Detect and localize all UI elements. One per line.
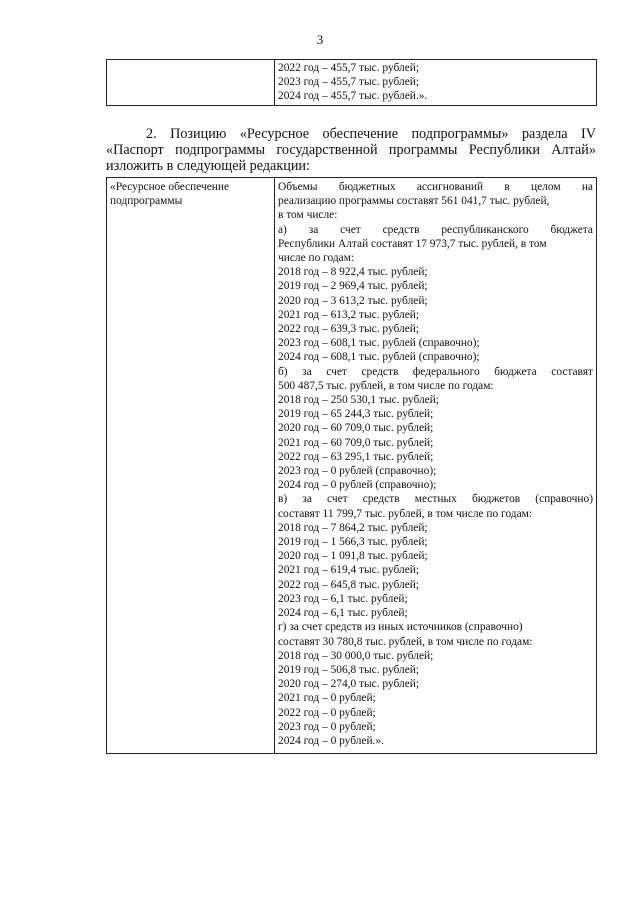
paragraph-line: изложить в следующей редакции: [106, 158, 310, 174]
funding-line: 2024 год – 6,1 тыс. рублей; [278, 607, 408, 620]
funding-line: 2021 год – 613,2 тыс. рублей; [278, 308, 420, 321]
funding-line: 2022 год – 0 рублей; [278, 706, 376, 719]
funding-line: в том числе: [278, 209, 338, 222]
page-number: 3 [316, 32, 324, 47]
position-name-line: «Ресурсное обеспечение [110, 181, 230, 193]
funding-line: 2019 год – 65 244,3 тыс. рублей; [278, 408, 434, 421]
funding-line: 2022 год – 645,8 тыс. рублей; [278, 578, 420, 591]
position-name-line: подпрограммы [110, 195, 183, 208]
funding-line: 2019 год – 1 566,3 тыс. рублей; [278, 536, 428, 549]
funding-line: 2022 год – 639,3 тыс. рублей; [278, 323, 420, 336]
funding-line: 2024 год – 0 рублей (справочно); [278, 479, 437, 492]
funding-line: Объемы бюджетных ассигнований в целом на [278, 181, 593, 193]
funding-line: Республики Алтай составят 17 973,7 тыс. рублей, в том [278, 237, 547, 250]
amendment-paragraph [106, 126, 596, 174]
funding-line: 2023 год – 0 рублей; [278, 720, 376, 733]
funding-line: 2020 год – 60 709,0 тыс. рублей; [278, 422, 434, 435]
funding-line: 2022 год – 63 295,1 тыс. рублей; [278, 450, 434, 463]
year-line: 2024 год – 455,7 тыс. рублей.». [278, 90, 428, 103]
funding-line: г) за счет средств из иных источников (справочно) [278, 621, 523, 634]
funding-line: 2020 год – 274,0 тыс. рублей; [278, 678, 420, 691]
funding-line: а) за счет средств республиканского бюджета [278, 223, 593, 236]
passport-table [106, 177, 597, 754]
funding-line: 500 487,5 тыс. рублей, в том числе по годам: [278, 379, 494, 392]
funding-line: 2019 год – 2 969,4 тыс. рублей; [278, 280, 428, 293]
budget-table-continuation [106, 59, 597, 106]
table-row [107, 178, 597, 754]
funding-line: 2021 год – 619,4 тыс. рублей; [278, 564, 420, 577]
paragraph-line: 2. Позицию «Ресурсное обеспечение подпрограммы» раздела IV [146, 126, 596, 142]
funding-line: 2021 год – 0 рублей; [278, 692, 376, 705]
table-cell-years [275, 60, 597, 106]
funding-line: 2023 год – 6,1 тыс. рублей; [278, 592, 408, 605]
funding-line: 2018 год – 8 922,4 тыс. рублей; [278, 266, 428, 279]
funding-line: 2018 год – 30 000,0 тыс. рублей; [278, 649, 434, 662]
paragraph-line: «Паспорт подпрограммы государственной программы Республики Алтай» [106, 142, 596, 158]
funding-line: 2018 год – 250 530,1 тыс. рублей; [278, 394, 439, 407]
funding-line: 2021 год – 60 709,0 тыс. рублей; [278, 436, 434, 449]
funding-line: в) за счет средств местных бюджетов (справочно) [278, 493, 593, 506]
table-row [107, 60, 597, 106]
funding-line: 2020 год – 1 091,8 тыс. рублей; [278, 550, 428, 563]
funding-details-cell [275, 178, 597, 754]
funding-line: составят 11 799,7 тыс. рублей, в том числе по годам: [278, 507, 533, 520]
funding-line: реализацию программы составят 561 041,7 тыс. рублей, [278, 195, 550, 208]
year-line: 2022 год – 455,7 тыс. рублей; [278, 62, 420, 74]
funding-line: 2024 год – 0 рублей.». [278, 734, 384, 747]
funding-line: 2024 год – 608,1 тыс. рублей (справочно); [278, 351, 480, 364]
position-name-cell [107, 178, 275, 754]
funding-line: 2023 год – 0 рублей (справочно); [278, 465, 437, 478]
table-cell-empty [107, 60, 275, 106]
funding-line: 2023 год – 608,1 тыс. рублей (справочно); [278, 337, 480, 350]
funding-line: 2019 год – 506,8 тыс. рублей; [278, 663, 420, 676]
funding-line: б) за счет средств федерального бюджета составят [278, 365, 593, 378]
year-line: 2023 год – 455,7 тыс. рублей; [278, 76, 420, 89]
funding-line: составят 30 780,8 тыс. рублей, в том числе по годам: [278, 635, 533, 648]
funding-line: 2018 год – 7 864,2 тыс. рублей; [278, 521, 428, 534]
funding-line: числе по годам: [278, 252, 355, 265]
funding-line: 2020 год – 3 613,2 тыс. рублей; [278, 294, 428, 307]
